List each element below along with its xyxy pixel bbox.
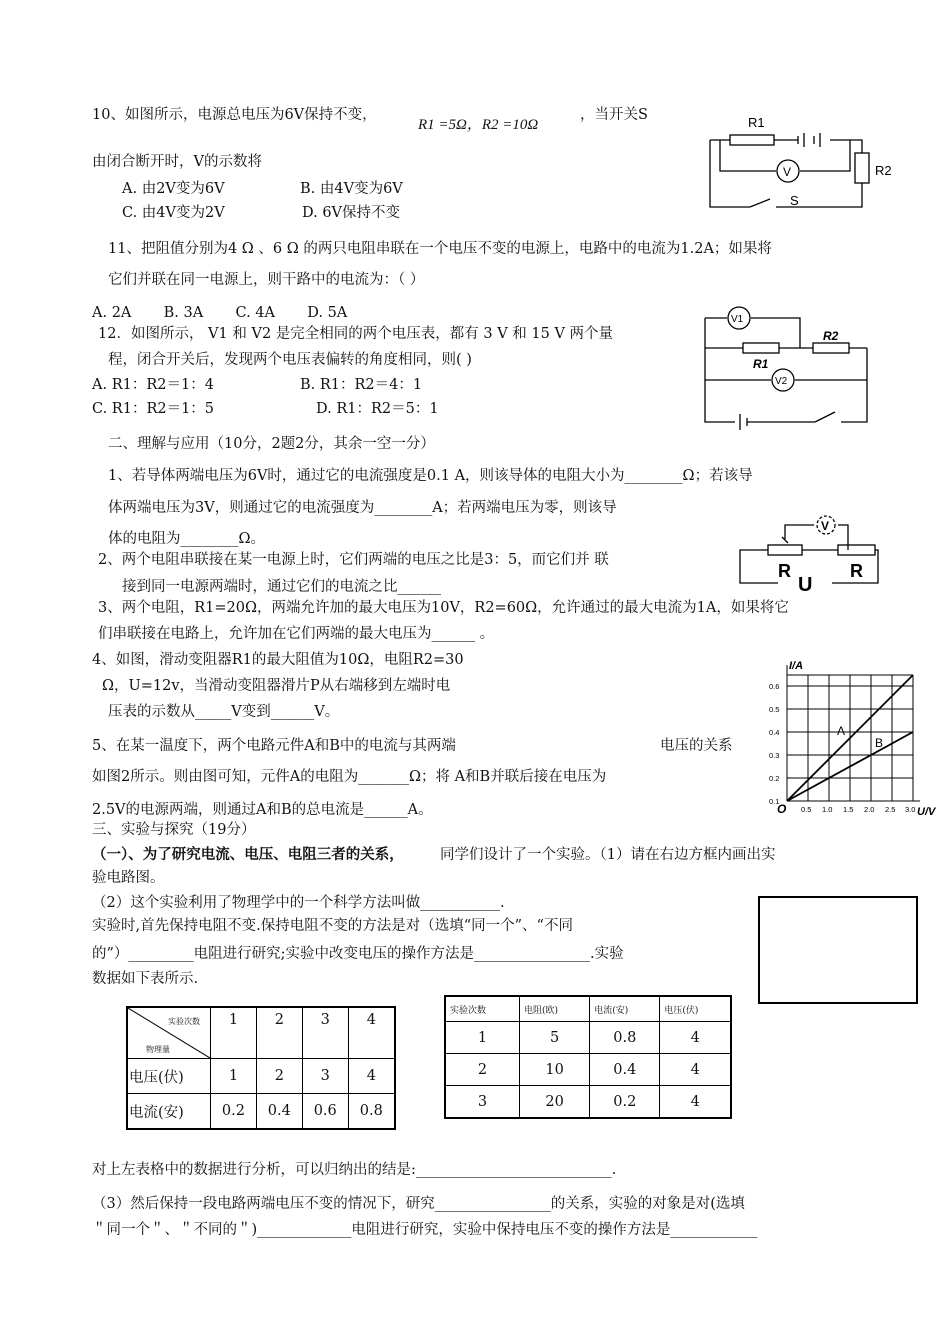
table-col-header: 1 bbox=[211, 1007, 257, 1059]
table-cell: 10 bbox=[520, 1054, 590, 1086]
table-cell: 2 bbox=[256, 1059, 302, 1094]
graph-ytick: 0.1 bbox=[769, 797, 780, 806]
sec2-q5-line3: 2.5V的电源两端，则通过A和B的总电流是______A。 bbox=[92, 802, 433, 818]
sec2-q2-line1: 2、两个电阻串联接在某一电源上时，它们两端的电压之比是3：5，而它们并 联 bbox=[98, 552, 609, 568]
q10-option-b: B. 由4V变为6V bbox=[300, 181, 403, 197]
table-cell: 5 bbox=[520, 1022, 590, 1054]
sec2-q5-line2: 如图2所示。则由图可知，元件A的电阻为_______Ω；将 A和B并联后接在电压为 bbox=[92, 769, 607, 785]
table-cell: 0.2 bbox=[211, 1094, 257, 1130]
graph-line-a-label: A bbox=[837, 724, 846, 738]
graph-ytick: 0.6 bbox=[769, 682, 780, 691]
data-table-left bbox=[126, 1006, 396, 1130]
table-row bbox=[445, 1022, 731, 1054]
q10-fig-r2-label: R2 bbox=[875, 163, 892, 178]
graph-xtick: 3.0 bbox=[905, 805, 916, 814]
q10-fig-r1-label: R1 bbox=[748, 115, 765, 130]
sec3-title: 三、实验与探究（19分） bbox=[92, 822, 256, 838]
table-row bbox=[445, 1054, 731, 1086]
q11-line1: 11、把阻值分别为4 Ω 、6 Ω 的两只电阻串联在一个电压不变的电源上，电路中的电流为1.2A；如果将 bbox=[108, 241, 772, 257]
sec2-q4-line1: 4、如图，滑动变阻器R1的最大阻值为10Ω，电阻R2=30 bbox=[92, 652, 464, 668]
table-cell: 3 bbox=[445, 1086, 520, 1119]
graph-ylabel: I/A bbox=[789, 660, 804, 672]
q10-line1b: ，当开关S bbox=[580, 107, 648, 123]
table-cell: 0.2 bbox=[590, 1086, 660, 1119]
table-cell: 0.8 bbox=[590, 1022, 660, 1054]
table-header: 电压(伏) bbox=[660, 996, 731, 1022]
table-cell: 1 bbox=[211, 1059, 257, 1094]
table-cell: 4 bbox=[660, 1086, 731, 1119]
sec2-q4-line3: 压表的示数从_____V变到______V。 bbox=[108, 704, 340, 720]
graph-xtick: 0.5 bbox=[801, 805, 812, 814]
q12-option-d: D. R1：R2＝5：1 bbox=[316, 401, 439, 417]
table-cell: 4 bbox=[660, 1054, 731, 1086]
table-row bbox=[127, 1094, 395, 1130]
q10-option-d: D. 6V保持不变 bbox=[302, 205, 401, 221]
sec2-q4-circuit-diagram bbox=[730, 505, 890, 595]
table-col-header: 3 bbox=[302, 1007, 348, 1059]
q10-option-a: A. 由2V变为6V bbox=[122, 181, 225, 197]
table-cell: 3 bbox=[302, 1059, 348, 1094]
sec2-q3-line2: 们串联接在电路上，允许加在它们两端的最大电压为______ 。 bbox=[98, 626, 495, 642]
q4-fig-u-label: U bbox=[798, 574, 813, 595]
table-cell: 20 bbox=[520, 1086, 590, 1119]
table-cell: 0.6 bbox=[302, 1094, 348, 1130]
graph-ytick: 0.4 bbox=[769, 728, 780, 737]
table-corner-cell bbox=[127, 1007, 211, 1059]
sec2-q2-line2: 接到同一电源两端时，通过它们的电流之比______ bbox=[122, 579, 441, 595]
q12-option-a: A. R1：R2＝1：4 bbox=[92, 377, 214, 393]
table-corner-bottom: 物理量 bbox=[146, 1045, 170, 1054]
data-table-right bbox=[444, 995, 732, 1119]
sec2-q1-line2: 体两端电压为3V，则通过它的电流强度为________A；若两端电压为零，则该导 bbox=[108, 500, 617, 516]
sec3-p2-line4: 数据如下表所示. bbox=[92, 971, 199, 987]
q4-fig-r1-label: R bbox=[778, 561, 791, 581]
q4-fig-r2-label: R bbox=[850, 561, 863, 581]
sec3-p2-line3: 的”）_________电阻进行研究;实验中改变电压的操作方法是________________.实验 bbox=[92, 946, 624, 962]
table-corner-top: 实验次数 bbox=[168, 1017, 200, 1026]
sec2-q1-line3: 体的电阻为________Ω。 bbox=[108, 531, 266, 547]
q10-circuit-diagram bbox=[690, 105, 910, 215]
q12-line2: 程，闭合开关后，发现两个电压表偏转的角度相同，则( ) bbox=[108, 352, 472, 368]
sec3-p3: 对上左表格中的数据进行分析，可以归纳出的结是:___________________________. bbox=[92, 1162, 617, 1178]
q12-line1: 12．如图所示， V1 和 V2 是完全相同的两个电压表，都有 3 V 和 15 V 两个量 bbox=[98, 326, 614, 342]
sec2-title: 二、理解与应用（10分，2题2分，其余一空一分） bbox=[108, 436, 435, 452]
q11-options: A. 2A B. 3A C. 4A D. 5A bbox=[92, 305, 348, 321]
table-cell: 4 bbox=[348, 1059, 395, 1094]
sec3-p1-bold: （一）、为了研究电流、电压、电阻三者的关系， bbox=[92, 846, 404, 863]
sec2-q4-line2: Ω，U=12v，当滑动变阻器滑片P从右端移到左端时电 bbox=[102, 678, 451, 694]
sec3-p4-line1: （3）然后保持一段电路两端电压不变的情况下，研究________________的关系，实验的对象是对(选填 bbox=[92, 1196, 745, 1212]
graph-line-b-label: B bbox=[875, 736, 884, 750]
table-cell: 1 bbox=[445, 1022, 520, 1054]
graph-xtick: 2.0 bbox=[864, 805, 875, 814]
graph-ytick: 0.2 bbox=[769, 774, 780, 783]
table-cell: 2 bbox=[445, 1054, 520, 1086]
circuit-drawing-box[interactable] bbox=[758, 896, 918, 1004]
q10-fig-switch-label: S bbox=[790, 193, 799, 208]
q12-option-c: C. R1：R2＝1：5 bbox=[92, 401, 215, 417]
sec2-q3-line1: 3、两个电阻，R1=20Ω，两端允许加的最大电压为10V，R2=60Ω，允许通过的最大电流为1A，如果将它 bbox=[98, 600, 789, 616]
iu-graph bbox=[755, 655, 945, 815]
table-header: 电阻(欧) bbox=[520, 996, 590, 1022]
q10-formula: R1 =5Ω，R2 =10Ω bbox=[418, 117, 539, 133]
sec2-q1-line1: 1、若导体两端电压为6V时，通过它的电流强度是0.1 A，则该导体的电阻大小为________Ω；若该导 bbox=[108, 468, 753, 484]
sec3-p4-line2: ＂同一个＂、＂不同的＂)_____________电阻进行研究，实验中保持电压不变的操作方法是____________ bbox=[92, 1222, 758, 1238]
table-row-label: 电压(伏) bbox=[127, 1059, 211, 1094]
table-row bbox=[445, 1086, 731, 1119]
table-row bbox=[127, 1059, 395, 1094]
table-cell: 0.8 bbox=[348, 1094, 395, 1130]
graph-xlabel: U/V bbox=[917, 806, 936, 815]
q12-fig-r1-label: R1 bbox=[753, 357, 769, 371]
q12-fig-r2-label: R2 bbox=[823, 329, 839, 343]
table-cell: 0.4 bbox=[256, 1094, 302, 1130]
q10-line1: 10、如图所示，电源总电压为6V保持不变， bbox=[92, 107, 377, 123]
sec3-p1-rest: 同学们设计了一个实验。（1）请在右边方框内画出实 bbox=[440, 847, 776, 863]
table-row-label: 电流(安) bbox=[127, 1094, 211, 1130]
graph-xtick: 1.0 bbox=[822, 805, 833, 814]
table-header: 电流(安) bbox=[590, 996, 660, 1022]
q10-option-c: C. 由4V变为2V bbox=[122, 205, 225, 221]
q12-fig-v1-label: V1 bbox=[731, 314, 744, 325]
sec2-q5-line1-end: 电压的关系 bbox=[660, 738, 733, 754]
table-col-header: 2 bbox=[256, 1007, 302, 1059]
q12-circuit-diagram bbox=[695, 300, 880, 430]
sec3-p2-line2: 实验时,首先保持电阻不变.保持电阻不变的方法是对（选填“同一个”、“不同 bbox=[92, 918, 573, 934]
sec2-q5-line1: 5、在某一温度下，两个电路元件A和B中的电流与其两端 bbox=[92, 738, 456, 754]
sec3-p2-line1: （2）这个实验利用了物理学中的一个科学方法叫做___________. bbox=[92, 895, 505, 911]
q12-fig-v2-label: V2 bbox=[775, 376, 788, 387]
q10-fig-voltmeter-label: V bbox=[783, 165, 792, 179]
q11-line2: 它们并联在同一电源上，则干路中的电流为：（ ） bbox=[108, 272, 425, 288]
q4-fig-v-label: V bbox=[821, 519, 830, 533]
sec3-p1-line2: 验电路图。 bbox=[92, 870, 165, 886]
table-col-header: 4 bbox=[348, 1007, 395, 1059]
graph-ytick: 0.5 bbox=[769, 705, 780, 714]
graph-xtick: 1.5 bbox=[843, 805, 854, 814]
table-cell: 4 bbox=[660, 1022, 731, 1054]
q12-option-b: B. R1：R2＝4：1 bbox=[300, 377, 423, 393]
q10-line2: 由闭合断开时，V的示数将 bbox=[92, 154, 262, 170]
graph-origin: O bbox=[777, 802, 787, 815]
table-cell: 0.4 bbox=[590, 1054, 660, 1086]
graph-xtick: 2.5 bbox=[885, 805, 896, 814]
graph-ytick: 0.3 bbox=[769, 751, 780, 760]
table-header: 实验次数 bbox=[445, 996, 520, 1022]
